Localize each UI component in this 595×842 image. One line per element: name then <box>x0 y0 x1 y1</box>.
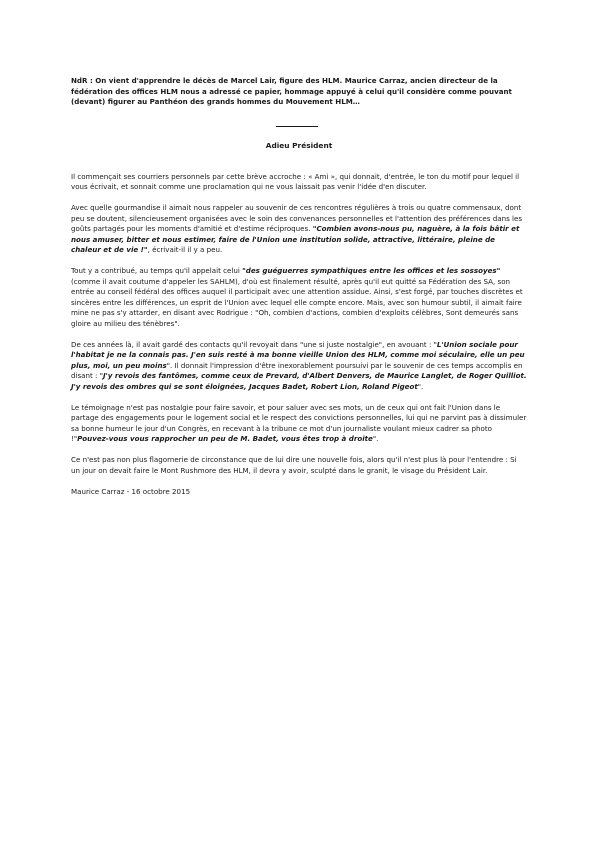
signature: Maurice Carraz - 16 octobre 2015 <box>71 486 191 496</box>
paragraph-5 <box>71 403 527 445</box>
paragraph-4-text-a: De ces années là, il avait gardé des contacts qu'il revoyait dans "une si juste nostalgie", en avouant : " <box>71 339 437 349</box>
editor-note: NdR : On vient d'apprendre le décès de Marcel Lair, figure des HLM. Maurice Carraz, ancien directeur de la fédération des offices HLM nous a adressé ce papier, hommage appuyé à celui qu'il considère comme pouvant (devant) figurer au Panthéon des grands hommes du Mouvement HLM… <box>71 76 512 106</box>
paragraph-3-text-a: Tout y a contribué, au temps qu'il appelait celui <box>71 266 243 275</box>
paragraph-3-quote: "des guéguerres sympathiques entre les offices et les sossoyes" <box>242 266 501 275</box>
paragraph-2-text-b: , écrivait-il il y a peu. <box>147 245 223 254</box>
paragraph-6-text: Ce n'est pas non plus flagornerie de circonstance que de lui dire une nouvelle fois, alors qu'il n'est plus là pour l'entendre : Si un jour on devait faire le Mont Rushmore des HLM, il devra y avoir, sculpté dans le granit, le visage du Président Lair. <box>71 455 517 475</box>
paragraph-3-text-b: (comme il avait coutume d'appeler les SAHLM), d'où est finalement résulté, après qu'il eut quitté sa Fédération des SA, son entrée au conseil fédéral des offices auquel il participait avec une attention assidue. Ainsi, s'est forgé, par touches discrètes et sincères entre les différences, un esprit de l'Union avec lequel elle compte encore. Mais, avec son humour subtil, il aimait faire mine ne pas s'y attarder, en disant avec Rodrigue : "Oh, combien d'actions, combien d'exploits célèbres, Sont demeurés sans gloire au milieu des ténèbres". <box>71 276 523 328</box>
article-title: Adieu Président <box>265 140 333 150</box>
separator-rule <box>276 126 318 127</box>
paragraph-6 <box>71 455 527 476</box>
paragraph-4 <box>71 340 527 393</box>
paragraph-3 <box>71 266 527 329</box>
paragraph-4-quote-a: L'Union sociale pour l'habitat je ne la connais pas. J'en suis resté à ma bonne vieille Union des HLM, comme moi séculaire, elle un peu plus, moi, un peu moins <box>71 339 525 370</box>
paragraph-5-quote: Pouvez-vous vous rapprocher un peu de M. Badet, vous êtes trop à droite <box>77 434 373 443</box>
paragraph-2 <box>71 203 527 256</box>
paragraph-2-text-a: Avec quelle gourmandise il aimait nous rappeler au souvenir de ces rencontres régulières à trois ou quatre commensaux, dont peu se doutent, silencieusement organisées avec le soin des convenances personnelles et l'attention des préférences dans les goûts partagés pour les moments d'amitié et d'estime réciproques. <box>71 203 523 233</box>
paragraph-2-quote: "Combien avons-nous pu, naguère, à la fois bâtir et nous amuser, bitter et nous estimer, faire de l'Union une institution solide, attractive, littéraire, pleine de chaleur et de vie !" <box>71 224 520 254</box>
paragraph-1 <box>71 172 527 193</box>
paragraph-5-text-a: Le témoignage n'est pas nostalgie pour faire savoir, et pour saluer avec ses mots, un de ceux qui ont fait l'Union dans le partage des engagements pour le logement social et le respect des convictions personnelles, lui qui ne parvint pas à dissimuler sa bonne humeur le jour d'un Congrès, en recevant à la tribune ce mot d'un journaliste voulant mieux cadrer sa photo !" <box>71 402 527 443</box>
paragraph-4-text-b: ". Il donnait l'impression d'être inexorablement poursuivi par le souvenir de ces temps accomplis en disant : " <box>71 360 523 380</box>
paragraph-5-text-b: ". <box>372 434 379 443</box>
paragraph-4-quote-b: J'y revois des fantômes, comme ceux de Prevard, d'Albert Denvers, de Maurice Langlet, de Roger Quilliot. J'y revois des ombres qui se sont éloignées, Jacques Badet, Robert Lion, Roland Pigeot <box>71 371 527 391</box>
paragraph-4-text-c: ". <box>417 381 424 391</box>
document-body <box>71 76 527 497</box>
paragraph-1-text: Il commençait ses courriers personnels par cette brève accroche : « Ami », qui donnait, d'entrée, le ton du motif pour lequel il vous écrivait, et sonnait comme une proclamation qui ne vous laissait pas venir l'idée d'en discuter. <box>71 171 520 191</box>
